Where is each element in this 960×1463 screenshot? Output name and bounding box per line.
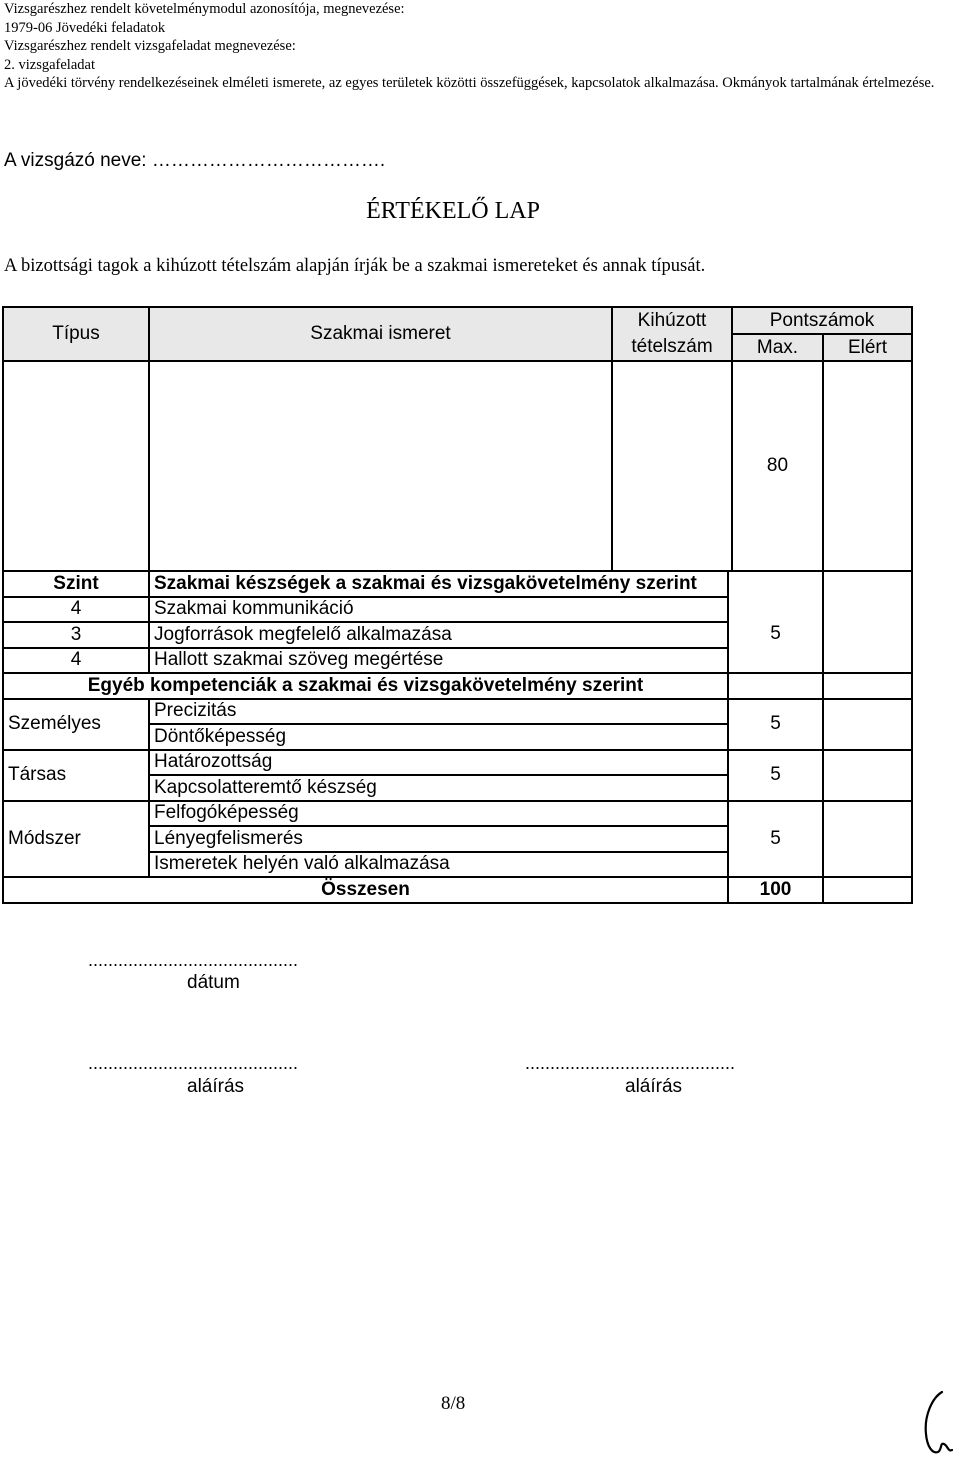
competency-item: Precizitás bbox=[149, 699, 728, 725]
personal-max-value: 5 bbox=[728, 699, 823, 750]
header-task-description: A jövedéki törvény rendelkezéseinek elméleti ismerete, az egyes területek közötti összefüggések, kapcsolatok alkalmazása. Okmányok tartalmának értelmezése. bbox=[4, 75, 935, 92]
header-task-number: 2. vizsgafeladat bbox=[4, 56, 95, 73]
social-max-value: 5 bbox=[728, 750, 823, 801]
header-task-label: Vizsgarészhez rendelt vizsgafeladat megnevezése: bbox=[4, 38, 296, 55]
signature-label-right: aláírás bbox=[625, 1076, 683, 1097]
header-type: Típus bbox=[3, 307, 149, 361]
competency-item: Kapcsolatteremtő készség bbox=[149, 775, 728, 801]
other-max-spacer bbox=[728, 673, 823, 699]
competency-item: Határozottság bbox=[149, 750, 728, 776]
skill-level: 4 bbox=[3, 597, 149, 623]
header-achieved: Elért bbox=[823, 334, 912, 361]
skills-max-value: 5 bbox=[728, 597, 823, 674]
header-drawn-number-line1: Kihúzott bbox=[637, 310, 707, 331]
date-label: dátum bbox=[187, 972, 240, 993]
competency-table bbox=[2, 570, 913, 904]
knowledge-achieved-cell[interactable] bbox=[823, 361, 912, 571]
competency-item: Ismeretek helyén való alkalmazása bbox=[149, 852, 728, 878]
handwritten-initial-mark bbox=[918, 1388, 958, 1458]
competency-item: Lényegfelismerés bbox=[149, 826, 728, 852]
type-cell[interactable] bbox=[3, 361, 149, 571]
header-other-competencies: Egyéb kompetenciák a szakmai és vizsgakövetelmény szerint bbox=[3, 673, 728, 699]
skill-level: 3 bbox=[3, 622, 149, 648]
competency-item: Döntőképesség bbox=[149, 724, 728, 750]
document-header bbox=[4, 0, 956, 93]
signature-dots-right[interactable]: .......................................... bbox=[525, 1053, 736, 1073]
header-points: Pontszámok bbox=[732, 307, 912, 334]
knowledge-table bbox=[2, 306, 913, 572]
header-module-label: Vizsgarészhez rendelt követelménymodul azonosítója, megnevezése: bbox=[4, 1, 405, 17]
header-level: Szint bbox=[3, 571, 149, 597]
total-label: Összesen bbox=[3, 877, 728, 903]
skill-name: Hallott szakmai szöveg megértése bbox=[149, 648, 728, 674]
drawn-number-cell[interactable] bbox=[612, 361, 732, 571]
personal-achieved-cell[interactable] bbox=[823, 699, 912, 750]
header-max: Max. bbox=[732, 334, 823, 361]
social-achieved-cell[interactable] bbox=[823, 750, 912, 801]
other-achieved-spacer bbox=[823, 673, 912, 699]
personal-label: Személyes bbox=[3, 699, 149, 750]
total-max-value: 100 bbox=[728, 877, 823, 903]
skills-achieved-cell[interactable] bbox=[823, 571, 912, 673]
page-number: 8/8 bbox=[441, 1393, 466, 1414]
total-achieved-cell[interactable] bbox=[823, 877, 912, 903]
page-title: ÉRTÉKELŐ LAP bbox=[366, 198, 540, 224]
header-module-name: 1979-06 Jövedéki feladatok bbox=[4, 19, 166, 36]
skill-level: 4 bbox=[3, 648, 149, 674]
knowledge-cell[interactable] bbox=[149, 361, 612, 571]
skill-name: Szakmai kommunikáció bbox=[149, 597, 728, 623]
signature-dots-left[interactable]: .......................................... bbox=[88, 1053, 299, 1073]
intro-text: A bizottsági tagok a kihúzott tételszám alapján írják be a szakmai ismereteket és annak típusát. bbox=[4, 256, 706, 276]
competency-item: Felfogóképesség bbox=[149, 801, 728, 827]
signature-label-left: aláírás bbox=[187, 1076, 245, 1097]
header-drawn-number-line2: tételszám bbox=[631, 336, 713, 357]
knowledge-max-value: 80 bbox=[732, 361, 823, 571]
header-drawn-number bbox=[612, 307, 732, 361]
header-skills: Szakmai készségek a szakmai és vizsgakövetelmény szerint bbox=[149, 571, 728, 597]
date-dots[interactable]: .......................................... bbox=[88, 950, 299, 970]
candidate-name-line: A vizsgázó neve: ………………………………. bbox=[4, 150, 386, 171]
skills-max-top bbox=[728, 571, 823, 597]
method-max-value: 5 bbox=[728, 801, 823, 878]
method-label: Módszer bbox=[3, 801, 149, 878]
skill-name: Jogforrások megfelelő alkalmazása bbox=[149, 622, 728, 648]
header-knowledge: Szakmai ismeret bbox=[149, 307, 612, 361]
method-achieved-cell[interactable] bbox=[823, 801, 912, 878]
social-label: Társas bbox=[3, 750, 149, 801]
